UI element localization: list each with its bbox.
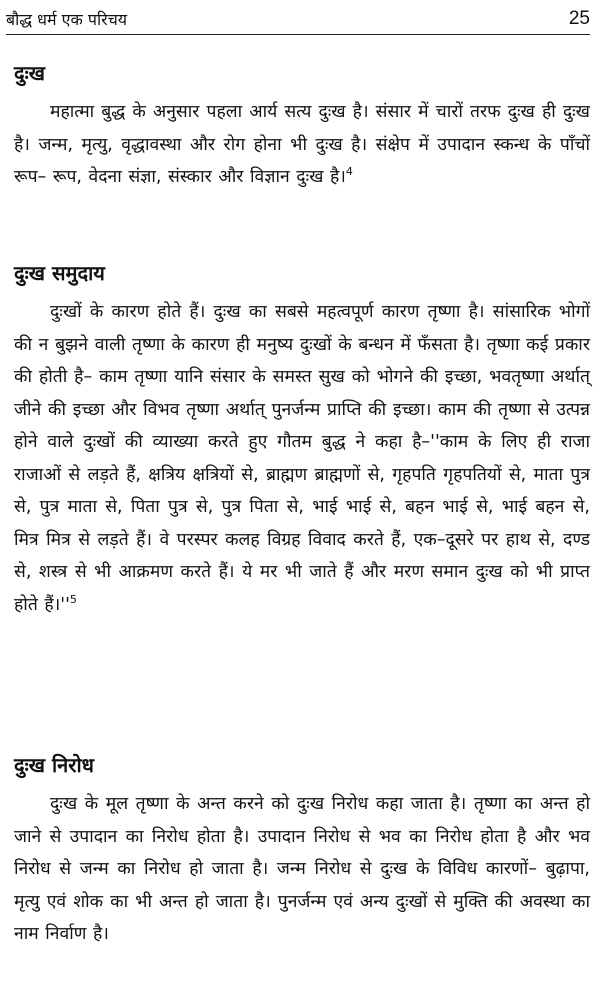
page-number: 25: [568, 8, 590, 29]
footnote-marker: 4: [345, 165, 353, 179]
section-paragraph: [14, 96, 590, 194]
section-dukkha: [14, 58, 590, 194]
footnote-marker: 5: [69, 592, 77, 606]
paragraph-text: दुःखों के कारण होते हैं। दुःख का सबसे महत्वपूर्ण कारण तृष्णा है। सांसारिक भोगों की न बुझने वाली तृष्णा के कारण ही मनुष्य दुःखों के बन्धन में फँसता है। तृष्णा कई प्रकार की होती है– काम तृष्णा यानि संसार के समस्त सुख को भोगने की इच्छा, भवतृष्णा अर्थात् जीने की इच्छा और विभव तृष्णा अर्थात् पुनर्जन्म प्राप्ति की इच्छा। काम की तृष्णा से उत्पन्न होने वाले दुःखों की व्याख्या करते हुए गौतम बुद्ध ने कहा है–''काम के लिए ही राजा राजाओं से लड़ते हैं, क्षत्रिय क्षत्रियों से, ब्राह्मण ब्राह्मणों से, गृहपति गृहपतियों से, माता पुत्र से, पुत्र माता से, पिता पुत्र से, पुत्र पिता से, भाई भाई से, बहन भाई से, भाई बहन से, मित्र मित्र से लड़ते हैं। वे परस्पर कलह विग्रह विवाद करते हैं, एक–दूसरे पर हाथ से, दण्ड से, शस्त्र से भी आक्रमण करते हैं। ये मर भी जाते हैं और मरण समान दुःख को भी प्राप्त होते हैं।'': [14, 302, 590, 615]
section-paragraph: [14, 788, 590, 951]
section-dukkha-nirodha: [14, 750, 590, 951]
section-paragraph: [14, 296, 590, 621]
paragraph-text: महात्मा बुद्ध के अनुसार पहला आर्य सत्य दुःख है। संसार में चारों तरफ दुःख ही दुःख है। जन्म, मृत्यु, वृद्धावस्था और रोग होना भी दुःख है। संक्षेप में उपादान स्कन्ध के पाँचों रूप– रूप, वेदना संज्ञा, संस्कार और विज्ञान दुःख है।: [14, 102, 590, 187]
section-dukkha-samudaya: [14, 258, 590, 621]
paragraph-text: दुःख के मूल तृष्णा के अन्त करने को दुःख निरोध कहा जाता है। तृष्णा का अन्त हो जाने से उपादान का निरोध होता है। उपादान निरोध से भव का निरोध होता है और भव निरोध से जन्म का निरोध हो जाता है। जन्म निरोध से दुःख के विविध कारणों– बुढ़ापा, मृत्यु एवं शोक का भी अन्त हो जाता है। पुनर्जन्म एवं अन्य दुःखों से मुक्ति की अवस्था का नाम निर्वाण है।: [14, 794, 590, 944]
section-heading: दुःख समुदाय: [14, 261, 105, 285]
section-heading: दुःख निरोध: [14, 753, 94, 777]
book-title: बौद्ध धर्म एक परिचय: [6, 10, 128, 29]
running-header: [6, 4, 590, 35]
section-heading: दुःख: [14, 61, 46, 85]
